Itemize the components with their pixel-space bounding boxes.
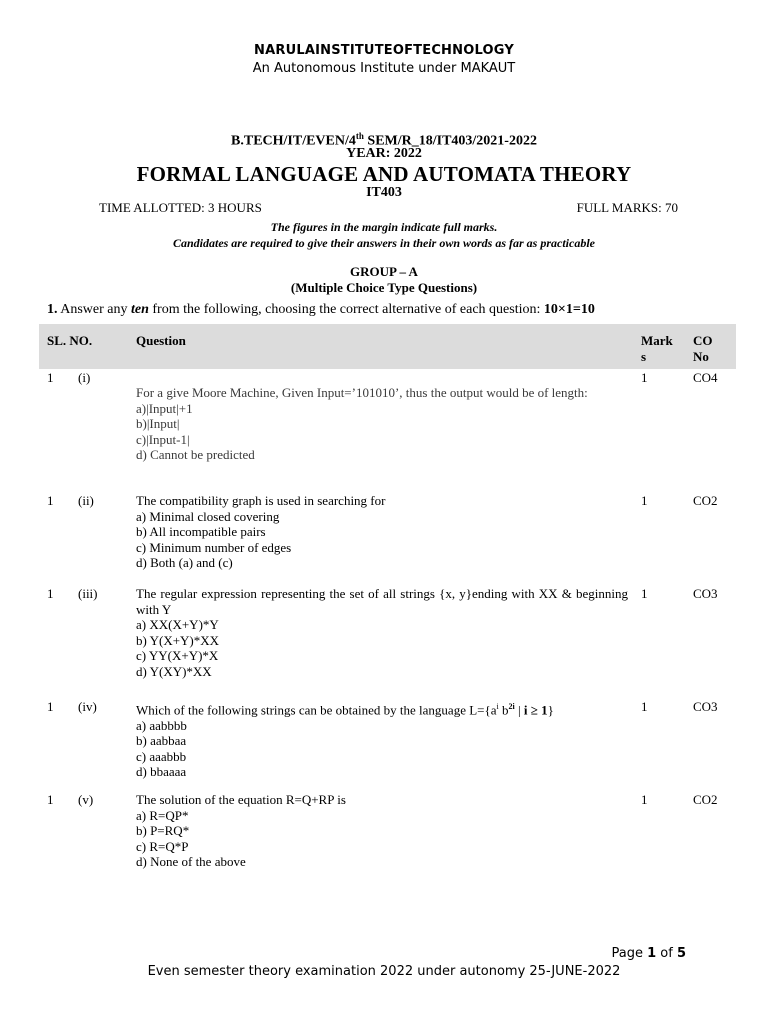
row-sl: 1 <box>47 493 54 508</box>
header-marks <box>641 333 673 365</box>
question-stem <box>136 699 628 718</box>
page-total: 5 <box>676 946 686 961</box>
footer-text: Even semester theory examination 2022 under autonomy 25-JUNE-2022 <box>147 964 621 979</box>
header-co-line2: No <box>693 349 709 364</box>
option-a: a)|Input|+1 <box>136 400 193 416</box>
header-question: Question <box>136 333 186 348</box>
row-sl: 1 <box>47 792 54 807</box>
row-marks: 1 <box>641 493 648 508</box>
question-cell <box>136 586 628 679</box>
row-sl: 1 <box>47 586 54 601</box>
question-cell <box>136 792 628 870</box>
header-sl-no: SL. NO. <box>47 333 93 348</box>
option-b: b)|Input| <box>136 416 180 431</box>
row-co: CO3 <box>693 586 718 601</box>
header-marks-line2: s <box>641 349 647 364</box>
question-text-b: from the following, choosing the correct alternative of each question: <box>152 302 541 317</box>
question-number: 1. <box>47 302 58 317</box>
row-marks: 1 <box>641 699 648 714</box>
option-c: c) Minimum number of edges <box>136 539 292 555</box>
instruction-margin: The figures in the margin indicate full marks. <box>270 220 498 234</box>
question-stem: For a give Moore Machine, Given Input=’101010’, thus the output would be of length: <box>136 385 588 400</box>
institute-name: NARULAINSTITUTEOFTECHNOLOGY <box>254 43 514 58</box>
paper-title: FORMAL LANGUAGE AND AUTOMATA THEORY <box>136 162 632 186</box>
row-number: (iii) <box>78 586 98 601</box>
exam-code-suffix: SEM/R_18/IT403/2021-2022 <box>363 133 537 149</box>
question-marks: 10×1=10 <box>543 302 595 317</box>
question-stem: The compatibility graph is used in searching for <box>136 493 386 508</box>
question-cell <box>136 699 628 780</box>
row-co: CO4 <box>693 370 718 385</box>
option-a: a) R=QP* <box>136 807 189 823</box>
option-a: a) XX(X+Y)*Y <box>136 617 219 632</box>
option-b: b) Y(X+Y)*XX <box>136 632 220 648</box>
option-c: c)|Input-1| <box>136 431 190 447</box>
exam-code-sup: th <box>355 131 364 141</box>
row-co: CO3 <box>693 699 718 714</box>
row-number: (iv) <box>78 699 97 714</box>
question-stem: The regular expression representing the set of all strings {x, y}ending with XX & beginning with Y <box>136 586 628 617</box>
exam-code-prefix: B.TECH/IT/EVEN/4 <box>231 133 356 149</box>
row-marks: 1 <box>641 586 648 601</box>
row-marks: 1 <box>641 792 648 807</box>
row-number: (ii) <box>78 493 94 508</box>
page-number: 1 <box>647 946 657 961</box>
question-emphasis: ten <box>131 302 149 317</box>
row-marks: 1 <box>641 370 648 385</box>
stem-condition: i ≥ 1 <box>523 702 548 718</box>
option-c: c) aaabbb <box>136 748 187 764</box>
option-b: b) aabbaa <box>136 733 187 749</box>
question-cell <box>136 385 628 463</box>
row-number: (i) <box>78 370 91 385</box>
header-marks-line1: Mark <box>641 333 673 348</box>
option-b: b) P=RQ* <box>136 823 190 838</box>
option-c: c) R=Q*P <box>136 838 189 854</box>
institute-subtitle: An Autonomous Institute under MAKAUT <box>252 61 516 76</box>
header-co-line1: CO <box>693 333 713 348</box>
row-sl: 1 <box>47 370 54 385</box>
stem-pre: Which of the following strings can be obtained by the language L={a <box>136 702 497 718</box>
option-d: d) Y(XY)*XX <box>136 663 212 679</box>
row-number: (v) <box>78 792 94 807</box>
full-marks: FULL MARKS: 70 <box>576 200 678 215</box>
option-d: d) None of the above <box>136 854 246 869</box>
question-instruction <box>47 302 595 318</box>
time-allotted: TIME ALLOTTED: 3 HOURS <box>99 200 262 215</box>
question-stem: The solution of the equation R=Q+RP is <box>136 792 346 807</box>
option-d: d) Cannot be predicted <box>136 447 255 462</box>
option-c: c) YY(X+Y)*X <box>136 648 219 663</box>
instruction-own-words: Candidates are required to give their answers in their own words as far as practicable <box>172 236 596 250</box>
option-b: b) All incompatible pairs <box>136 524 266 539</box>
row-co: CO2 <box>693 493 718 508</box>
question-text-a: Answer any <box>60 302 128 317</box>
row-sl: 1 <box>47 699 54 714</box>
group-title: GROUP – A <box>350 264 418 279</box>
stem-end: } <box>547 702 554 718</box>
exam-year: YEAR: 2022 <box>346 146 422 161</box>
option-a: a) Minimal closed covering <box>136 508 280 524</box>
stem-sup-i: i <box>496 702 499 711</box>
option-d: d) bbaaaa <box>136 764 187 780</box>
option-a: a) aabbbb <box>136 717 187 733</box>
header-co-no <box>693 333 713 365</box>
question-cell <box>136 493 628 571</box>
stem-post: | <box>514 702 521 718</box>
row-co: CO2 <box>693 792 718 807</box>
paper-code: IT403 <box>366 185 402 200</box>
stem-mid: b <box>498 702 509 718</box>
stem-sup-2i: 2i <box>508 702 515 711</box>
option-d: d) Both (a) and (c) <box>136 555 233 570</box>
page-word: Page <box>611 946 643 961</box>
group-subtitle: (Multiple Choice Type Questions) <box>290 280 478 295</box>
page-indicator <box>611 946 686 961</box>
page-of: of <box>660 946 673 961</box>
